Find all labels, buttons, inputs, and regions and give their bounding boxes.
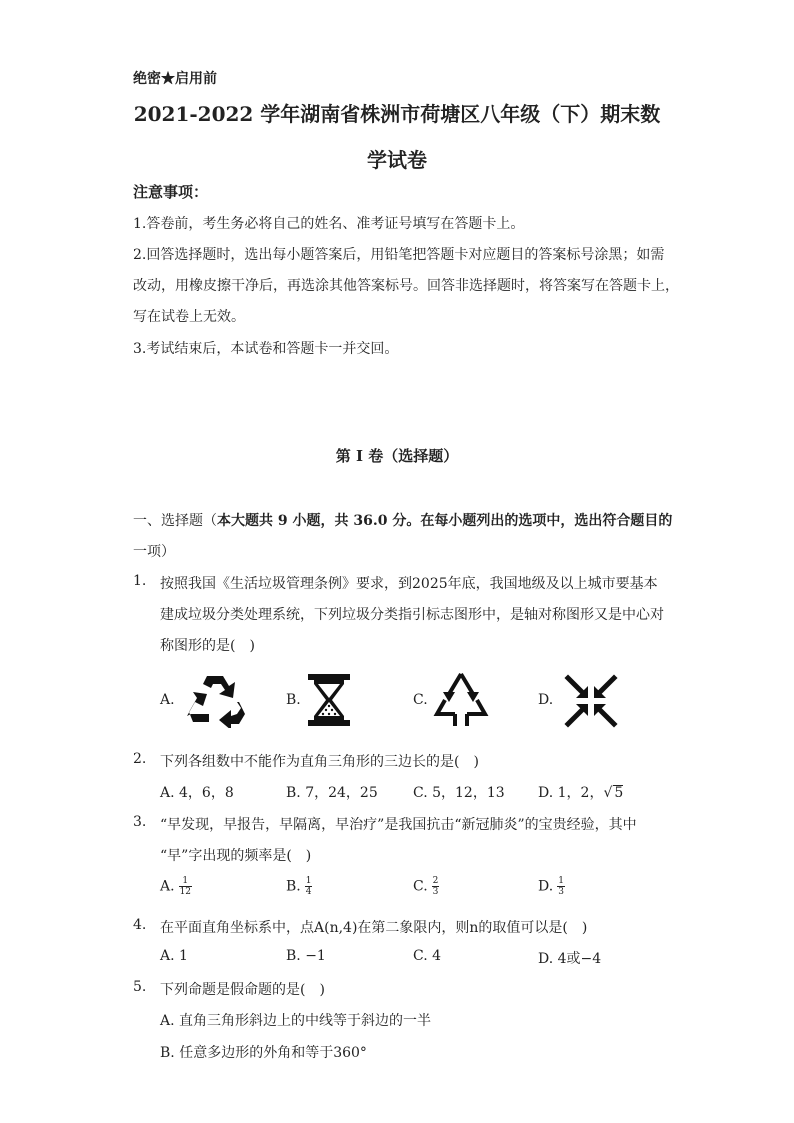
recycle-arrows-icon [183,672,247,728]
q3-option-a [160,876,192,897]
part1-prefix: 一、选择题（ [133,513,217,529]
q2-number: 2. [133,751,147,767]
notice-item-2-line1: 2.回答选择题时，选出每小题答案后，用铅笔把答题卡对应题目的答案标号涂黑；如需 [133,247,665,263]
q3-option-a-num: 1 [179,876,192,887]
q3-option-c [413,876,439,897]
notice-heading: 注意事项： [133,183,209,201]
confidential-mark: 绝密★启用前 [133,71,217,87]
q2-option-d-root: 5 [614,785,624,801]
inward-arrows-x-icon [564,674,618,728]
q1-option-d-label: D. [538,692,554,708]
q5-text: 下列命题是假命题的是( ) [160,982,325,998]
q3-option-c-num: 2 [432,876,439,886]
q4-option-a: A. 1 [160,948,188,964]
q3-option-b-num: 1 [305,876,312,886]
q3-number: 3. [133,814,147,830]
q5-option-b: B. 任意多边形的外角和等于360° [160,1045,367,1061]
q1-line2: 建成垃圾分类处理系统，下列垃圾分类指引标志图形中，是轴对称图形又是中心对 [160,607,664,623]
q3-option-c-den: 3 [432,887,439,897]
q5-number: 5. [133,979,147,995]
q3-option-d [538,876,565,897]
q1-option-b-label: B. [286,692,301,708]
q5-option-a: A. 直角三角形斜边上的中线等于斜边的一半 [160,1013,432,1029]
hourglass-icon [306,672,352,728]
notice-item-3: 3.考试结束后，本试卷和答题卡一并交回。 [133,341,399,357]
q3-option-d-num: 1 [558,876,564,886]
q3-option-b-label: B. [286,878,301,895]
q2-option-c: C. 5，12，13 [413,785,505,801]
q1-line3: 称图形的是( ) [160,638,255,654]
q3-option-d-den: 3 [558,887,564,897]
part1-bold: 本大题共 9 小题，共 36.0 分。在每小题列出的选项中，选出符合题目的 [217,513,673,529]
q2-option-d: D. 1，2，√ 5 [538,785,624,801]
q4-option-b: B. −1 [286,948,326,964]
exam-title-line1: 2021-2022 学年湖南省株洲市荷塘区八年级（下）期末数 [133,102,661,126]
notice-item-2-line2: 改动，用橡皮擦干净后，再选涂其他答案标号。回答非选择题时，将答案写在答题卡上， [133,278,679,294]
q2-option-b: B. 7，24，25 [286,785,378,801]
section-title: 第 I 卷（选择题） [335,447,459,465]
q3-line1: “早发现，早报告，早隔离，早治疗”是我国抗击“新冠肺炎”的宝贵经验，其中 [160,817,637,833]
q3-option-a-den: 12 [179,887,192,897]
q3-option-c-fraction [432,876,440,897]
q3-option-d-fraction [557,876,565,897]
q4-number: 4. [133,917,147,933]
q3-line2: “早”字出现的频率是( ) [160,848,312,864]
notice-item-2-line3: 写在试卷上无效。 [133,309,245,325]
q1-number: 1. [133,573,147,589]
q1-option-a-label: A. [160,692,175,708]
q3-option-b-den: 4 [305,887,312,897]
recycle-triangle-icon [433,670,489,728]
q2-option-a: A. 4，6，8 [160,785,234,801]
q3-option-a-fraction [179,876,192,897]
q3-option-d-label: D. [538,878,554,895]
q3-option-a-label: A. [160,878,175,895]
q2-option-d-prefix: D. 1，2， [538,785,604,801]
exam-title-line2: 学试卷 [367,148,427,172]
q4-option-c: C. 4 [413,948,442,964]
q1-line1: 按照我国《生活垃圾管理条例》要求，到2025年底，我国地级及以上城市要基本 [160,576,658,592]
q2-text: 下列各组数中不能作为直角三角形的三边长的是( ) [160,754,479,770]
part1-instructions [133,510,672,530]
q3-option-b [286,876,312,897]
q3-option-c-label: C. [413,878,428,895]
q1-option-c-label: C. [413,692,428,708]
part1-instructions-line2: 一项） [133,544,175,560]
notice-item-1: 1.答卷前，考生务必将自己的姓名、准考证号填写在答题卡上。 [133,216,525,232]
q4-option-d: D. 4或−4 [538,951,602,967]
q3-option-b-fraction [305,876,313,897]
q4-text: 在平面直角坐标系中，点A(n,4)在第二象限内，则n的取值可以是( ) [160,920,588,936]
